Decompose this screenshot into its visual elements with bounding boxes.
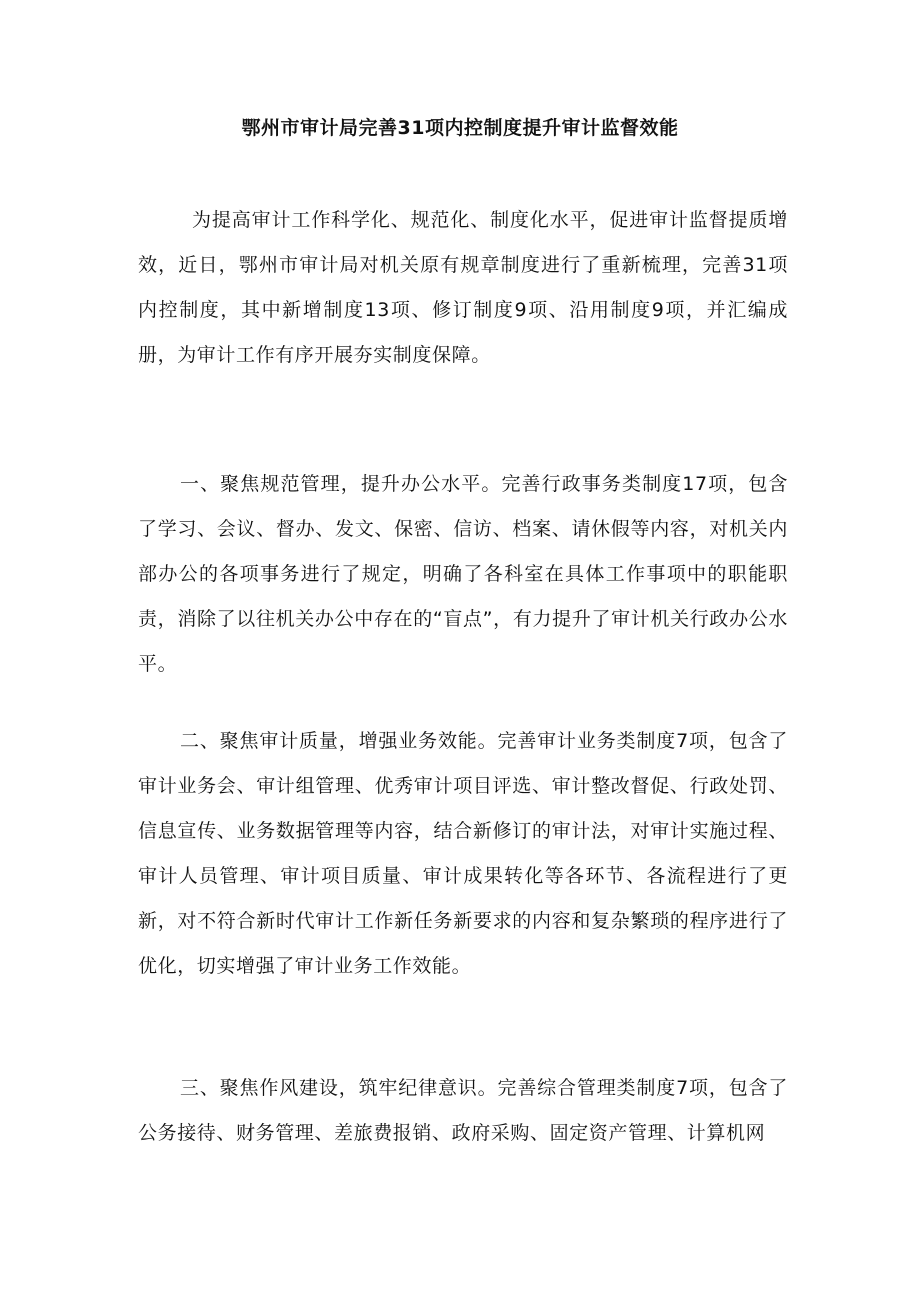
paragraph-section-two: 二、聚焦审计质量，增强业务效能。完善审计业务类制度7项，包含了审计业务会、审计组管理、优秀审计项目评选、审计整改督促、行政处罚、信息宣传、业务数据管理等内容，结合新修订的审计法，对审计实施过程、审计人员管理、审计项目质量、审计成果转化等各环节、各流程进行了更新，对不符合新时代审计工作新任务新要求的内容和复杂繁琐的程序进行了优化，切实增强了审计业务工作效能。 xyxy=(138,730,788,977)
paragraph-section-three: 三、聚焦作风建设，筑牢纪律意识。完善综合管理类制度7项，包含了公务接待、财务管理、差旅费报销、政府采购、固定资产管理、计算机网 xyxy=(138,1077,788,1144)
document-title: 鄂州市审计局完善31项内控制度提升审计监督效能 xyxy=(241,117,679,139)
paragraph-intro: 为提高审计工作科学化、规范化、制度化水平，促进审计监督提质增效，近日，鄂州市审计局对机关原有规章制度进行了重新梳理，完善31项内控制度，其中新增制度13项、修订制度9项、沿用制度9项，并汇编成册，为审计工作有序开展夯实制度保障。 xyxy=(138,209,788,366)
paragraph-section-one: 一、聚焦规范管理，提升办公水平。完善行政事务类制度17项，包含了学习、会议、督办、发文、保密、信访、档案、请休假等内容，对机关内部办公的各项事务进行了规定，明确了各科室在具体工作事项中的职能职责，消除了以往机关办公中存在的“盲点”，有力提升了审计机关行政办公水平。 xyxy=(138,473,788,675)
